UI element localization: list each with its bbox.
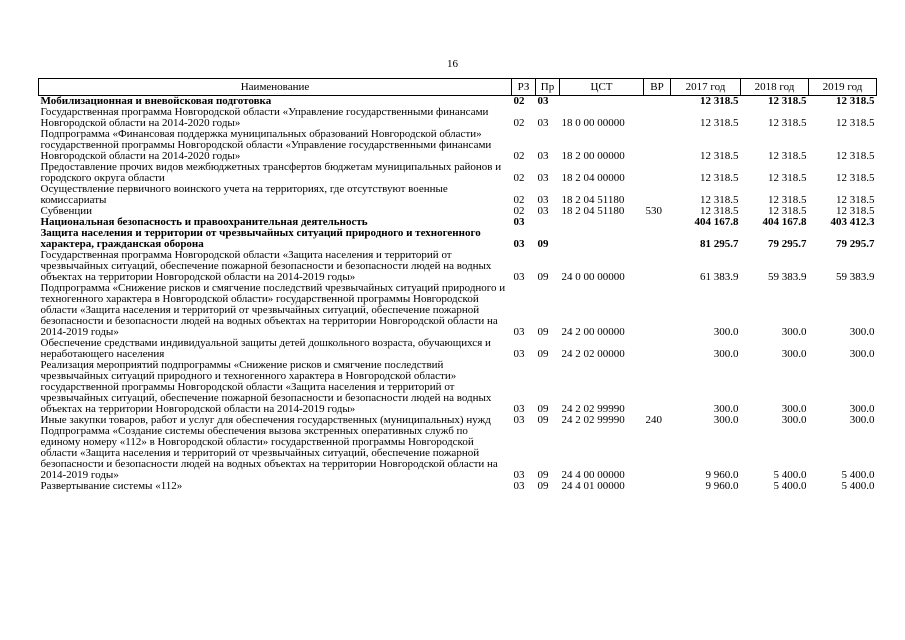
cell-vr — [644, 360, 671, 415]
cell-vr — [644, 162, 671, 184]
cell-rz: 03 — [513, 403, 525, 415]
cell-name: Предоставление прочих видов межбюджетных трансфертов бюджетам муниципальных районов и городского округа области — [40, 162, 502, 184]
cell-2017: 81 295.7 — [700, 238, 739, 250]
table-row — [39, 360, 877, 415]
cell-rz: 03 — [513, 469, 525, 481]
cell-2017: 12 318.5 — [700, 150, 739, 162]
cell-vr — [644, 426, 671, 481]
cell-2018: 5 400.0 — [773, 469, 807, 481]
cell-vr — [644, 96, 671, 108]
cell-cst: 18 2 00 00000 — [561, 150, 625, 162]
cell-2018: 300.0 — [781, 326, 807, 338]
cell-2017: 300.0 — [713, 326, 739, 338]
table-row — [39, 415, 877, 426]
cell-cst — [560, 217, 644, 228]
cell-pr: 09 — [537, 415, 549, 426]
cell-2018: 59 383.9 — [768, 271, 807, 283]
cell-cst: 24 4 01 00000 — [561, 481, 625, 492]
table-row — [39, 426, 877, 481]
cell-2019: 300.0 — [849, 415, 875, 426]
cell-pr: 03 — [537, 117, 549, 129]
cell-cst: 18 0 00 00000 — [561, 117, 625, 129]
table-row — [39, 228, 877, 250]
cell-2019: 12 318.5 — [836, 95, 875, 107]
cell-cst: 24 0 00 00000 — [561, 271, 625, 283]
cell-name: Государственная программа Новгородской области «Управление государственными финансами Новгородской области на 2014-2020 годы» — [40, 107, 489, 129]
cell-rz: 02 — [513, 194, 525, 206]
cell-2017: 300.0 — [713, 403, 739, 415]
cell-pr: 03 — [537, 95, 549, 107]
cell-pr: 09 — [537, 271, 549, 283]
cell-2017: 12 318.5 — [700, 206, 739, 217]
cell-2018: 12 318.5 — [768, 206, 807, 217]
cell-pr: 03 — [537, 172, 549, 184]
cell-cst — [560, 228, 644, 250]
cell-2017: 404 167.8 — [694, 217, 739, 228]
cell-vr: 240 — [645, 415, 662, 426]
col-header-cst: ЦСТ — [560, 79, 644, 96]
cell-2019: 59 383.9 — [836, 271, 875, 283]
cell-vr: 530 — [645, 206, 662, 217]
table-row — [39, 481, 877, 492]
cell-rz: 02 — [513, 150, 525, 162]
cell-2017: 300.0 — [713, 348, 739, 360]
cell-rz: 02 — [513, 206, 525, 217]
cell-cst: 24 2 02 00000 — [561, 348, 625, 360]
cell-name: Обеспечение средствами индивидуальной защиты детей дошкольного возраста, обучающихся и неработающего населения — [40, 338, 491, 360]
cell-name: Реализация мероприятий подпрограммы «Снижение рисков и смягчение последствий чрезвычайных ситуаций природного и техногенного характера в Новгородской области» государственной программы Новгородской области «Защита населения и территорий от чрезвычайных ситуаций, обеспечение пожарной безопасности и безопасности людей на водных объектах на территории Новгородской области на 2014-2019 годы» — [40, 360, 492, 415]
table-row — [39, 96, 877, 108]
cell-vr — [644, 481, 671, 492]
cell-vr — [644, 250, 671, 283]
cell-rz: 02 — [513, 172, 525, 184]
cell-2018: 12 318.5 — [768, 117, 807, 129]
table-row — [39, 184, 877, 206]
cell-rz: 03 — [513, 326, 525, 338]
cell-rz: 03 — [513, 481, 525, 492]
cell-pr: 09 — [537, 326, 549, 338]
cell-2017: 12 318.5 — [700, 117, 739, 129]
cell-2019: 12 318.5 — [836, 117, 875, 129]
cell-vr — [644, 228, 671, 250]
cell-2017: 300.0 — [713, 415, 739, 426]
cell-2019: 403 412.3 — [830, 217, 875, 228]
cell-2019: 300.0 — [849, 326, 875, 338]
cell-cst: 18 2 04 51180 — [561, 206, 625, 217]
cell-vr — [644, 184, 671, 206]
cell-rz: 03 — [513, 217, 525, 228]
cell-rz: 03 — [513, 238, 525, 250]
col-header-2017: 2017 год — [671, 79, 741, 96]
cell-2017: 12 318.5 — [700, 194, 739, 206]
cell-2018: 300.0 — [781, 403, 807, 415]
cell-2019: 79 295.7 — [836, 238, 875, 250]
cell-cst: 24 2 02 99990 — [561, 403, 625, 415]
table-row — [39, 217, 877, 228]
table-header-row — [39, 79, 877, 96]
cell-pr: 09 — [537, 481, 549, 492]
cell-vr — [644, 283, 671, 338]
col-header-2018: 2018 год — [741, 79, 809, 96]
cell-2018: 404 167.8 — [762, 217, 807, 228]
cell-name: Национальная безопасность и правоохранительная деятельность — [40, 217, 368, 228]
col-header-2019: 2019 год — [809, 79, 877, 96]
cell-cst: 24 2 00 00000 — [561, 326, 625, 338]
cell-pr: 09 — [537, 348, 549, 360]
cell-vr — [644, 217, 671, 228]
cell-name: Защита населения и территории от чрезвычайных ситуаций природного и техногенного характера, гражданская оборона — [40, 228, 481, 250]
cell-2017: 12 318.5 — [700, 95, 739, 107]
cell-pr: 03 — [537, 150, 549, 162]
cell-2018: 12 318.5 — [768, 194, 807, 206]
cell-rz: 03 — [513, 348, 525, 360]
table-row — [39, 283, 877, 338]
cell-cst: 18 2 04 00000 — [561, 172, 625, 184]
cell-2018: 12 318.5 — [768, 172, 807, 184]
col-header-pr: Пр — [536, 79, 560, 96]
cell-cst: 18 2 04 51180 — [561, 194, 625, 206]
cell-2019: 12 318.5 — [836, 150, 875, 162]
cell-2017: 9 960.0 — [705, 481, 739, 492]
cell-2018: 12 318.5 — [768, 150, 807, 162]
cell-2019: 300.0 — [849, 348, 875, 360]
cell-2018: 300.0 — [781, 415, 807, 426]
cell-2019: 5 400.0 — [841, 469, 875, 481]
table-row — [39, 206, 877, 217]
cell-vr — [644, 129, 671, 162]
cell-vr — [644, 107, 671, 129]
cell-name: Подпрограмма «Снижение рисков и смягчение последствий чрезвычайных ситуаций природного и техногенного характера в Новгородской области» государственной программы Новгородской области «Защита населения и территорий от чрезвычайных ситуаций, обеспечение пожарной безопасности и безопасности людей на водных объектах на территории Новгородской области на 2014-2019 годы» — [40, 283, 506, 338]
cell-name: Подпрограмма «Создание системы обеспечения вызова экстренных оперативных служб по единому номеру «112» в Новгородской области» государственной программы Новгородской области «Защита населения и территорий от чрезвычайных ситуаций, обеспечение пожарной безопасности и безопасности людей на водных объектах на территории Новгородской области на 2014-2019 годы» — [40, 426, 498, 481]
cell-name: Субвенции — [40, 206, 93, 217]
cell-name: Осуществление первичного воинского учета на территориях, где отсутствуют военные комиссариаты — [40, 184, 448, 206]
cell-2019: 5 400.0 — [841, 481, 875, 492]
cell-pr: 03 — [537, 194, 549, 206]
cell-2018: 79 295.7 — [768, 238, 807, 250]
cell-2018: 5 400.0 — [773, 481, 807, 492]
cell-cst: 24 2 02 99990 — [561, 415, 625, 426]
col-header-name: Наименование — [39, 79, 512, 96]
cell-pr: 09 — [537, 403, 549, 415]
cell-name: Развертывание системы «112» — [40, 481, 183, 492]
cell-cst: 24 4 00 00000 — [561, 469, 625, 481]
cell-rz: 02 — [513, 117, 525, 129]
cell-pr: 03 — [537, 206, 549, 217]
cell-2019: 300.0 — [849, 403, 875, 415]
cell-rz: 02 — [513, 95, 525, 107]
cell-2019: 12 318.5 — [836, 206, 875, 217]
cell-2017: 12 318.5 — [700, 172, 739, 184]
cell-name: Государственная программа Новгородской области «Защита населения и территорий от чрезвычайных ситуаций, обеспечение пожарной безопасности и безопасности людей на водных объектах на территории Новгородской области на 2014-2019 годы» — [40, 250, 492, 283]
cell-pr — [536, 217, 560, 228]
table-row — [39, 250, 877, 283]
cell-name: Мобилизационная и вневойсковая подготовка — [40, 95, 272, 107]
table-row — [39, 107, 877, 129]
table-row — [39, 162, 877, 184]
cell-vr — [644, 338, 671, 360]
cell-pr: 09 — [537, 238, 549, 250]
cell-name: Иные закупки товаров, работ и услуг для обеспечения государственных (муниципальных) нужд — [40, 415, 491, 426]
cell-2018: 300.0 — [781, 348, 807, 360]
budget-table — [38, 78, 877, 492]
table-row — [39, 129, 877, 162]
cell-2017: 9 960.0 — [705, 469, 739, 481]
col-header-vr: ВР — [644, 79, 671, 96]
cell-pr: 09 — [537, 469, 549, 481]
cell-rz: 03 — [513, 271, 525, 283]
cell-2018: 12 318.5 — [768, 95, 807, 107]
cell-rz: 03 — [513, 415, 525, 426]
cell-2017: 61 383.9 — [700, 271, 739, 283]
cell-2019: 12 318.5 — [836, 172, 875, 184]
table-body — [39, 96, 877, 493]
col-header-rz: РЗ — [512, 79, 536, 96]
cell-2019: 12 318.5 — [836, 194, 875, 206]
cell-name: Подпрограмма «Финансовая поддержка муниципальных образований Новгородской области» государственной программы Новгородской области «Управление государственными финансами Новгородской области на 2014-2020 годы» — [40, 129, 492, 162]
cell-cst — [560, 96, 644, 108]
table-row — [39, 338, 877, 360]
page-number: 16 — [447, 58, 458, 70]
